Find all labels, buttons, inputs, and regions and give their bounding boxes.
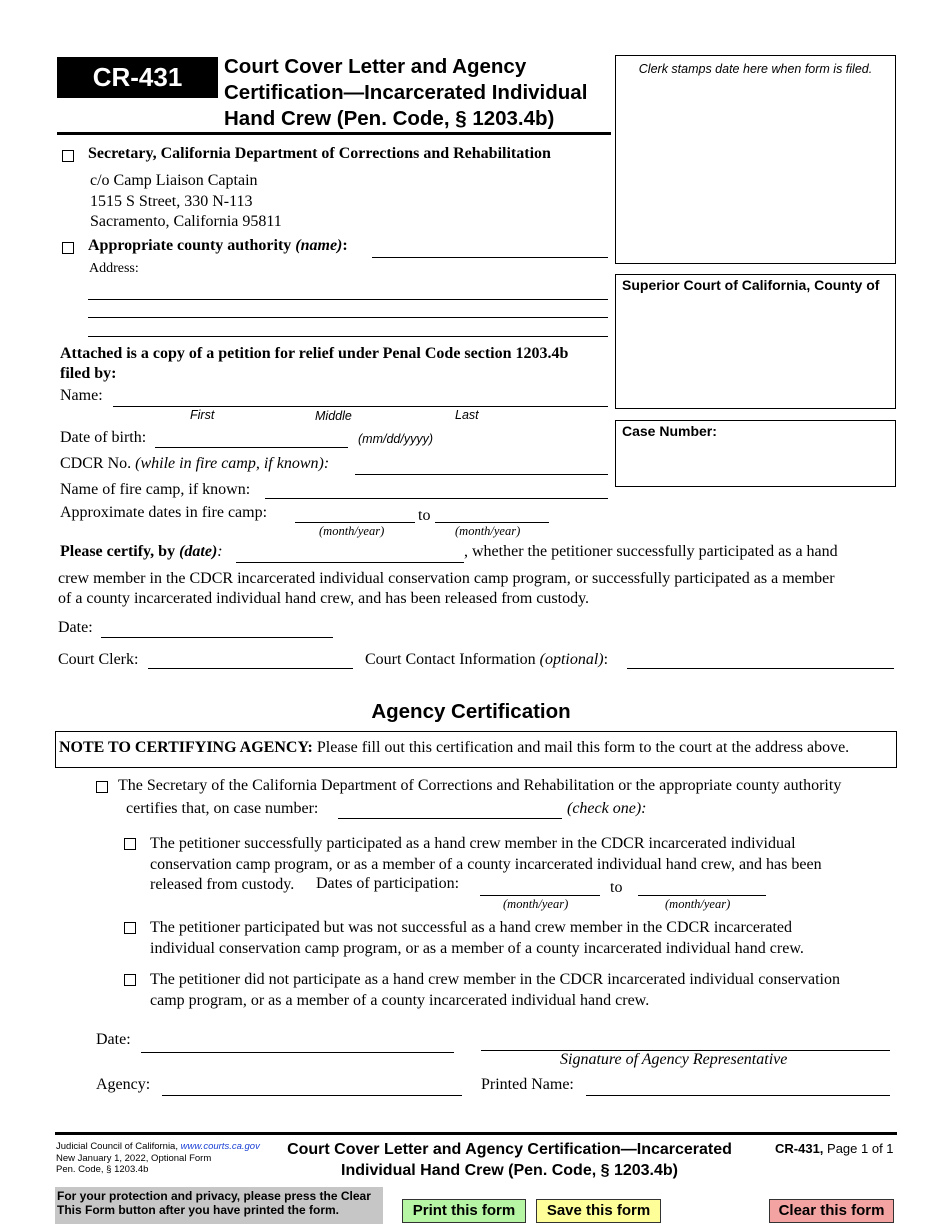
privacy-notice	[55, 1187, 383, 1224]
name-field[interactable]	[113, 406, 608, 407]
participation-to-field[interactable]	[638, 895, 766, 896]
footer-title	[262, 1139, 757, 1181]
print-form-button[interactable]: Print this form	[402, 1199, 526, 1223]
form-title-line2: Certification—Incarcerated Individual	[224, 81, 588, 104]
address-line2: 1515 S Street, 330 N-113	[90, 192, 253, 210]
footer-rule	[55, 1132, 897, 1135]
camp-from-caption: (month/year)	[319, 524, 385, 538]
footer-form-number: CR-431,	[775, 1141, 824, 1156]
petition-intro	[60, 344, 568, 384]
agency-main-line1: The Secretary of the California Department of Corrections and Rehabilitation or the appropriate county authority	[118, 777, 842, 794]
option-successful-text	[150, 834, 822, 896]
privacy-line1: For your protection and privacy, please press the Clear	[57, 1189, 371, 1203]
printed-name-label: Printed Name:	[481, 1076, 574, 1093]
certify-by-date-field[interactable]	[236, 562, 464, 563]
camp-date-to-field[interactable]	[435, 522, 549, 523]
certify-text-line2: crew member in the CDCR incarcerated individual conservation camp program, or successfully participated as a member	[58, 570, 835, 587]
note-text: Please fill out this certification and mail this form to the court at the address above.	[312, 739, 850, 756]
agency-main-line2: certifies that, on case number:	[126, 800, 319, 817]
certifying-agency-note	[55, 731, 897, 768]
participation-dates-label: Dates of participation:	[316, 875, 460, 892]
participation-to: to	[610, 879, 623, 896]
option2-line2: individual conservation camp program, or as a member of a county incarcerated individual hand crew.	[150, 939, 804, 957]
court-clerk-label: Court Clerk:	[58, 651, 139, 668]
option1-line1: The petitioner successfully participated as a hand crew member in the CDCR incarcerated individual	[150, 835, 796, 852]
last-name-caption: Last	[455, 408, 479, 422]
clerk-stamp-box	[615, 55, 896, 264]
camp-dates-to: to	[418, 507, 431, 524]
participation-to-caption: (month/year)	[665, 897, 731, 911]
cdcr-note: (while in fire camp, if known):	[135, 455, 330, 472]
fire-camp-label: Name of fire camp, if known:	[60, 481, 251, 498]
form-title	[224, 54, 614, 132]
participation-from-caption: (month/year)	[503, 897, 569, 911]
agency-name-field[interactable]	[162, 1095, 462, 1096]
superior-court-label: Superior Court of California, County of	[622, 277, 880, 293]
form-number-badge: CR-431	[57, 57, 218, 98]
camp-date-from-field[interactable]	[295, 522, 415, 523]
option1-line3: released from custody.	[150, 876, 295, 893]
clear-form-button[interactable]: Clear this form	[769, 1199, 894, 1223]
court-contact-field[interactable]	[627, 668, 894, 669]
footer-council-line	[56, 1141, 260, 1153]
form-title-line1: Court Cover Letter and Agency	[224, 55, 527, 78]
superior-court-box[interactable]	[615, 274, 896, 409]
first-name-caption: First	[190, 408, 215, 422]
county-authority-colon: :	[342, 237, 348, 254]
county-address-label: Address:	[89, 261, 139, 276]
county-address-line3[interactable]	[88, 336, 608, 337]
dob-field[interactable]	[155, 447, 348, 448]
certify-colon: :	[217, 543, 223, 560]
cdcr-label-text: CDCR No.	[60, 455, 132, 472]
petition-intro-line1: Attached is a copy of a petition for relief under Penal Code section 1203.4b	[60, 345, 569, 362]
certify-by-label	[60, 543, 223, 561]
county-address-line1[interactable]	[88, 299, 608, 300]
agency-certification-heading: Agency Certification	[371, 700, 571, 723]
county-authority-text: Appropriate county authority	[88, 237, 292, 254]
footer-new-date: New January 1, 2022, Optional Form	[56, 1152, 212, 1164]
county-authority-name-hint: (name)	[295, 237, 343, 254]
option-successful-checkbox[interactable]	[124, 838, 136, 850]
recipient-address	[90, 171, 282, 233]
court-date-field[interactable]	[101, 637, 333, 638]
court-contact-label	[365, 651, 608, 669]
option-did-not-participate-checkbox[interactable]	[124, 974, 136, 986]
camp-dates-label: Approximate dates in fire camp:	[60, 504, 268, 521]
printed-name-field[interactable]	[586, 1095, 890, 1096]
form-title-line3: Hand Crew (Pen. Code, § 1203.4b)	[224, 107, 555, 130]
county-address-line2[interactable]	[88, 317, 608, 318]
court-contact-colon: :	[603, 651, 609, 668]
footer-page: Page 1 of 1	[823, 1141, 894, 1156]
save-form-button[interactable]: Save this form	[536, 1199, 661, 1223]
agency-date-label: Date:	[96, 1031, 131, 1048]
footer-left	[56, 1141, 260, 1176]
certify-by-text: Please certify, by	[60, 543, 176, 560]
address-line3: Sacramento, California 95811	[90, 213, 282, 230]
clerk-stamp-text: Clerk stamps date here when form is filed.	[638, 62, 873, 76]
option-unsuccessful-text	[150, 918, 804, 959]
option2-line1: The petitioner participated but was not successful as a hand crew member in the CDCR incarcerated	[150, 919, 792, 936]
court-contact-optional: (optional)	[539, 651, 604, 668]
agency-case-number-field[interactable]	[338, 818, 562, 819]
county-authority-label	[88, 237, 348, 255]
footer-url-link[interactable]: www.courts.ca.gov	[180, 1141, 260, 1152]
check-one-hint: (check one):	[567, 800, 647, 817]
petition-intro-line2: filed by:	[60, 365, 117, 382]
option3-line1: The petitioner did not participate as a hand crew member in the CDCR incarcerated individual conservation	[150, 971, 840, 988]
participation-from-field[interactable]	[480, 895, 600, 896]
option-unsuccessful-checkbox[interactable]	[124, 922, 136, 934]
certify-date-hint: (date)	[179, 543, 218, 560]
case-number-label: Case Number:	[622, 423, 717, 439]
certify-text-line1: , whether the petitioner successfully participated as a hand	[464, 543, 838, 560]
dob-label: Date of birth:	[60, 429, 147, 446]
footer-title-line1: Court Cover Letter and Agency Certification—Incarcerated	[287, 1141, 732, 1158]
court-date-label: Date:	[58, 619, 93, 636]
court-contact-text: Court Contact Information	[365, 651, 536, 668]
cdcr-number-field[interactable]	[355, 474, 608, 475]
fire-camp-field[interactable]	[265, 498, 608, 499]
camp-to-caption: (month/year)	[455, 524, 521, 538]
secretary-checkbox[interactable]	[62, 150, 74, 162]
option-did-not-participate-text	[150, 970, 840, 1011]
case-number-box[interactable]	[615, 420, 896, 487]
footer-page-number	[775, 1141, 894, 1156]
court-clerk-field[interactable]	[148, 668, 353, 669]
agency-date-field[interactable]	[141, 1052, 454, 1053]
middle-name-caption: Middle	[315, 409, 352, 423]
footer-council: Judicial Council of California,	[56, 1141, 181, 1152]
county-authority-checkbox[interactable]	[62, 242, 74, 254]
note-bold: NOTE TO CERTIFYING AGENCY:	[59, 739, 313, 756]
agency-certifies-checkbox[interactable]	[96, 781, 108, 793]
county-name-field[interactable]	[372, 257, 608, 258]
header-rule	[57, 132, 611, 135]
address-line1: c/o Camp Liaison Captain	[90, 172, 258, 189]
certify-text-line3: of a county incarcerated individual hand crew, and has been released from custody.	[58, 590, 590, 607]
agency-name-label: Agency:	[96, 1076, 151, 1093]
footer-title-line2: Individual Hand Crew (Pen. Code, § 1203.4b)	[341, 1162, 678, 1179]
privacy-line2: This Form button after you have printed the form.	[57, 1203, 340, 1217]
footer-code: Pen. Code, § 1203.4b	[56, 1164, 149, 1175]
dob-format-hint: (mm/dd/yyyy)	[358, 432, 433, 446]
signature-caption: Signature of Agency Representative	[560, 1051, 788, 1068]
cdcr-label	[60, 455, 329, 473]
secretary-label: Secretary, California Department of Corrections and Rehabilitation	[88, 145, 551, 162]
option1-line2: conservation camp program, or as a member of a county incarcerated individual hand crew, and has been	[150, 855, 822, 873]
name-label: Name:	[60, 387, 103, 404]
option3-line2: camp program, or as a member of a county incarcerated individual hand crew.	[150, 991, 650, 1009]
